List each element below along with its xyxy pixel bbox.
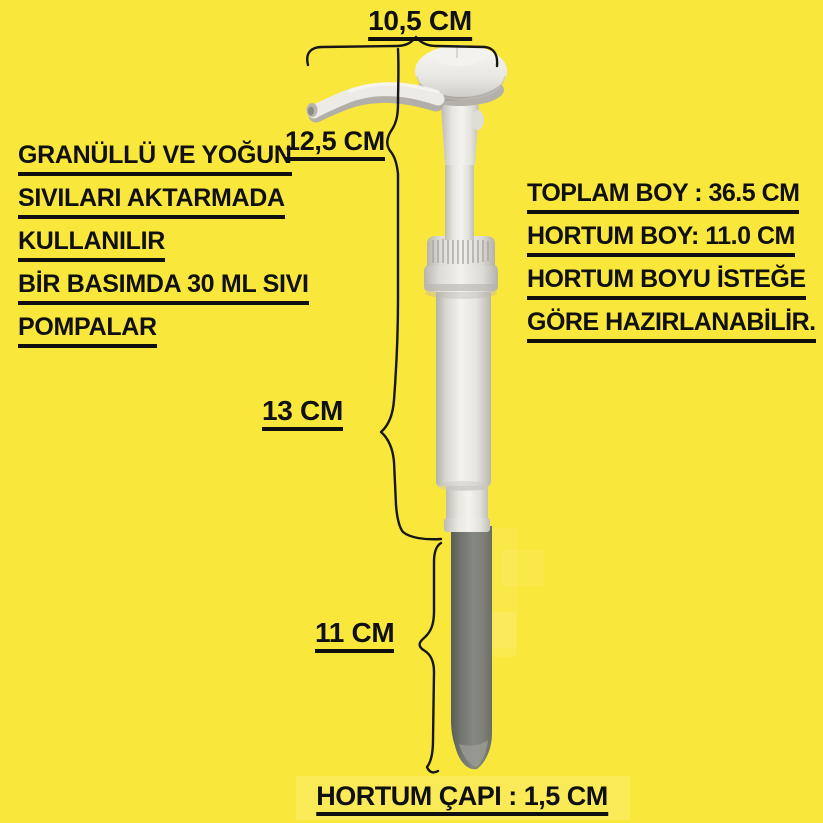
- label-tube-height-text: 11 CM: [315, 618, 394, 653]
- label-head-height-text: 12,5 CM: [285, 127, 385, 161]
- label-tube-height: [315, 618, 394, 653]
- label-body-height: [262, 396, 343, 431]
- right-info-line: HORTUM BOY: 11.0 CM: [527, 222, 816, 257]
- left-info-line: KULLANILIR: [18, 227, 309, 262]
- right-info-line: TOPLAM BOY : 36.5 CM: [527, 179, 816, 214]
- label-top-width: [368, 6, 472, 41]
- left-info-line: SIVILARI AKTARMADA: [18, 184, 309, 219]
- label-hose-diameter: [316, 782, 608, 816]
- left-info-line: BİR BASIMDA 30 ML SIVI: [18, 270, 309, 305]
- left-info-block: [18, 141, 309, 356]
- right-info-line: HORTUM BOYU İSTEĞE: [527, 265, 816, 300]
- pump-screw-collar: [424, 236, 498, 292]
- pump-dip-tube: [451, 526, 492, 769]
- right-info-line: GÖRE HAZIRLANABİLİR.: [527, 308, 816, 343]
- label-body-height-text: 13 CM: [262, 396, 343, 431]
- left-info-line: GRANÜLLÜ VE YOĞUN: [18, 141, 309, 176]
- label-hose-diameter-text: HORTUM ÇAPI : 1,5 CM: [316, 782, 608, 816]
- label-head-height: [285, 127, 385, 161]
- pump-inner-tube: [444, 486, 490, 532]
- label-top-width-text: 10,5 CM: [368, 6, 472, 41]
- right-info-block: [527, 179, 816, 351]
- left-info-line: POMPALAR: [18, 313, 309, 348]
